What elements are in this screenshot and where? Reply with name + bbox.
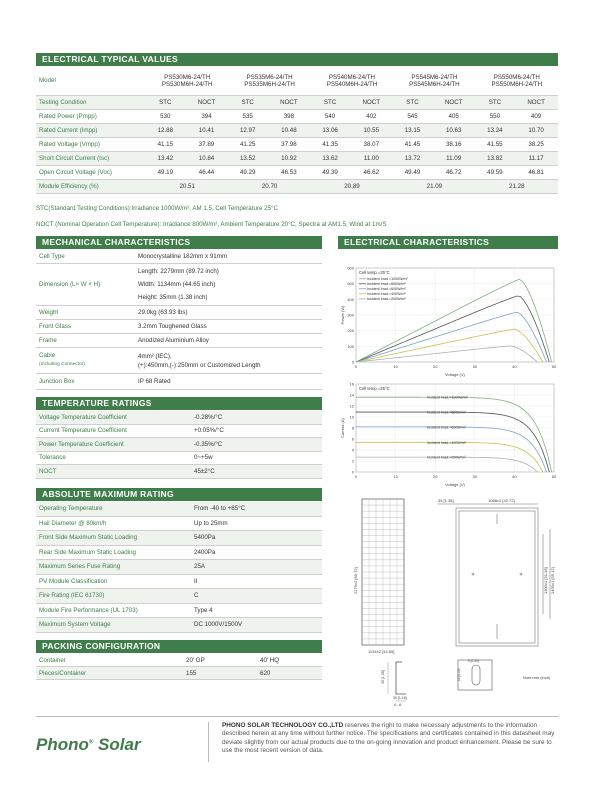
spec-label: Pieces/Container	[39, 669, 87, 677]
y-tick-label: 8	[351, 425, 354, 431]
table-row	[36, 618, 322, 633]
spec-label: Rear Side Maximum Static Loading	[39, 548, 136, 556]
table-cell: 13.24	[476, 123, 515, 137]
x-axis-label: Voltage (V)	[445, 482, 465, 487]
table-cell: 41.25	[228, 137, 267, 151]
table-cell: 13.52	[228, 151, 267, 165]
spec-label: Maximum Series Fuse Rating	[39, 563, 121, 571]
module-front-view	[362, 499, 404, 645]
table-cell: 49.19	[146, 165, 185, 179]
table-cell: 41.35	[311, 137, 350, 151]
table-row	[36, 604, 322, 619]
spec-value: 29.0kg (63.93 lbs)	[138, 309, 188, 316]
spec-value: IP 68 Rated	[138, 378, 171, 385]
model-cell: PS540M6-24/TH PS540M6H-24/TH	[311, 67, 393, 95]
spec-value: II	[194, 577, 198, 585]
packing-table	[36, 654, 322, 680]
spec-label: Power Temperature Coefficient	[39, 440, 124, 448]
table-cell: 13.42	[146, 151, 185, 165]
legend-label: Incident Irrad.=1000W/m²	[367, 277, 408, 281]
dim-right-1: 1300±1 [51.18]	[543, 567, 548, 594]
spec-label: Hail Diameter @ 80km/h	[39, 519, 107, 527]
dim-width-top: 1088±2 [42.72]	[488, 498, 515, 503]
dim-section-h: 35 [1.38]	[381, 670, 385, 684]
table-row	[36, 137, 558, 151]
spec-label: Tolerance	[39, 454, 66, 462]
table-cell: STC	[228, 95, 267, 109]
spec-value: +0.05%/°C	[194, 427, 224, 435]
legend-label: Incident Irrad.=600W/m²	[367, 287, 406, 291]
dim-section-w: 30 [1.18]	[393, 696, 407, 700]
table-cell: 535	[228, 109, 267, 123]
table-row	[36, 264, 322, 306]
table-row	[36, 546, 322, 561]
spec-label: Cell Type	[39, 253, 65, 260]
spec-value: 5400Pa	[194, 534, 216, 542]
table-cell: 10.48	[267, 123, 311, 137]
spec-label: Dimension (L× W × H)	[39, 281, 101, 288]
table-cell: 41.15	[146, 137, 185, 151]
series-label: Incident Irrad.=400W/m²	[427, 440, 466, 445]
dim-length: 2279±2 [89.72]	[353, 567, 358, 594]
spec-value: C	[194, 592, 199, 600]
y-tick-label: 4	[351, 447, 354, 453]
table-cell: 11.00	[349, 151, 393, 165]
module-dimension-drawing	[338, 494, 560, 709]
table-cell: 11.17	[514, 151, 558, 165]
power-voltage-chart	[338, 262, 560, 380]
model-cell: PS530M6-24/TH PS530M6H-24/TH	[146, 67, 228, 95]
spec-value: 3.2mm Toughened Glass	[138, 323, 207, 330]
table-row	[36, 575, 322, 590]
table-cell: 409	[514, 109, 558, 123]
spec-value: Type 4	[194, 606, 213, 614]
spec-label: Module Fire Performance (UL 1703)	[39, 606, 138, 614]
section-header-mechanical: MECHANICAL CHARACTERISTICS	[36, 236, 322, 249]
table-cell: 11.09	[432, 151, 476, 165]
x-tick-label: 0	[354, 364, 358, 369]
x-tick-label: 10	[393, 364, 398, 369]
table-row	[36, 589, 322, 604]
efficiency-cell: 20.70	[228, 179, 310, 193]
table-row	[36, 425, 322, 439]
row-label: Testing Condition	[36, 95, 146, 109]
table-cell: 13.15	[393, 123, 432, 137]
spec-value: Up to 25mm	[194, 519, 228, 527]
spec-value: 155	[186, 669, 197, 677]
phono-solar-logo: Phono® Solar	[36, 735, 141, 754]
x-tick-label: 50	[551, 474, 557, 479]
table-row	[36, 438, 322, 452]
model-cell: PS550M6-24/TH PS550M6H-24/TH	[476, 67, 558, 95]
section-header-absolute-max: ABSOLUTE MAXIMUM RATING	[36, 488, 322, 501]
table-row	[36, 320, 322, 334]
y-tick-label: 16	[349, 381, 354, 387]
y-axis-label: Power (W)	[340, 305, 345, 325]
table-cell: 13.06	[311, 123, 350, 137]
table-cell: 10.41	[185, 123, 229, 137]
x-tick-label: 40	[512, 364, 517, 369]
y-tick-label: 300	[347, 312, 354, 318]
table-cell: NOCT	[349, 95, 393, 109]
table-cell: STC	[393, 95, 432, 109]
table-cell: 46.72	[432, 165, 476, 179]
efficiency-cell: 20.89	[311, 179, 393, 193]
table-cell: 13.82	[476, 151, 515, 165]
table-row	[36, 452, 322, 466]
table-cell: 398	[267, 109, 311, 123]
hole-dim-1: 9 [0.35]	[468, 659, 479, 663]
row-label: Short Circuit Current (Isc)	[36, 151, 146, 165]
table-cell: 38.07	[349, 137, 393, 151]
section-header-temperature: TEMPERATURE RATINGS	[36, 397, 322, 410]
legend-label: Incident Irrad.=400W/m²	[367, 292, 406, 296]
table-cell: 41.45	[393, 137, 432, 151]
table-cell: 41.55	[476, 137, 515, 151]
row-label: Open Circuit Voltage (Voc)	[36, 165, 146, 179]
spec-label: Weight	[39, 309, 59, 316]
table-cell: 13.62	[311, 151, 350, 165]
absolute-max-table	[36, 502, 322, 633]
table-row	[36, 179, 558, 193]
table-row	[36, 95, 558, 109]
row-label: Rated Power (Pmpp)	[36, 109, 146, 123]
spec-label: Front Glass	[39, 323, 71, 330]
table-cell: 10.55	[349, 123, 393, 137]
table-row	[36, 502, 322, 517]
spec-value: 0~+5w	[194, 454, 213, 462]
table-row	[36, 151, 558, 165]
x-tick-label: 0	[354, 474, 358, 479]
spec-value: Monocrystalline 182mm x 91mm	[138, 253, 228, 260]
table-cell: 545	[393, 109, 432, 123]
table-cell: 38.25	[514, 137, 558, 151]
table-cell: 38.16	[432, 137, 476, 151]
spec-label: Voltage Temperature Coefficient	[39, 413, 127, 421]
table-cell: 46.81	[514, 165, 558, 179]
section-header-electrical-characteristics: ELECTRICAL CHARACTERISTICS	[338, 236, 558, 249]
table-row	[36, 667, 322, 680]
spec-label: Fire Rating (IEC 61730)	[39, 592, 105, 600]
x-tick-label: 20	[432, 364, 438, 369]
x-tick-label: 50	[551, 364, 557, 369]
table-cell: 49.49	[393, 165, 432, 179]
table-row	[36, 560, 322, 575]
table-cell: 402	[349, 109, 393, 123]
footer-vertical-divider	[208, 722, 209, 762]
y-tick-label: 200	[347, 328, 354, 334]
table-cell: 394	[185, 109, 229, 123]
y-tick-label: 0	[351, 469, 354, 475]
spec-value: -0.35%/°C	[194, 440, 223, 448]
spec-label: PV Module Classification	[39, 577, 108, 585]
table-row	[36, 306, 322, 320]
series-label: Incident Irrad.=1000W/m²	[427, 395, 468, 400]
y-tick-label: 2	[351, 458, 354, 464]
table-cell: 550	[476, 109, 515, 123]
x-tick-label: 10	[393, 474, 398, 479]
table-row	[36, 165, 558, 179]
y-axis-label: Current (A)	[340, 418, 345, 438]
efficiency-label: Module Efficiency (%)	[36, 179, 146, 193]
y-tick-label: 6	[351, 436, 354, 442]
y-tick-label: 500	[347, 281, 354, 287]
hole-dim-2: 14 [0.55]	[457, 668, 461, 681]
electrical-typical-table	[36, 67, 558, 194]
table-cell: 10.70	[514, 123, 558, 137]
table-row	[36, 250, 322, 264]
spec-label: Maximum System Voltage	[39, 621, 111, 629]
table-cell: 46.44	[185, 165, 229, 179]
table-cell: STC	[311, 95, 350, 109]
table-cell: STC	[476, 95, 515, 109]
table-cell: 10.84	[185, 151, 229, 165]
table-cell: 49.59	[476, 165, 515, 179]
spec-value: 2400Pa	[194, 548, 216, 556]
section-label: A - A	[394, 703, 402, 707]
spec-label: Cable (Including Connector)	[39, 352, 85, 367]
spec-label: Frame	[39, 337, 57, 344]
row-label: Rated Current (Impp)	[36, 123, 146, 137]
table-cell: 49.39	[311, 165, 350, 179]
efficiency-cell: 20.51	[146, 179, 228, 193]
spec-label: Junction Box	[39, 378, 75, 385]
table-row	[36, 123, 558, 137]
spec-label: Operating Temperature	[39, 505, 103, 513]
table-cell: 46.62	[349, 165, 393, 179]
table-row	[36, 67, 558, 95]
legend-label: Incident Irrad.=800W/m²	[367, 282, 406, 286]
series-label: Incident Irrad.=200W/m²	[427, 455, 466, 460]
section-header-packing: PACKING CONFIGURATION	[36, 640, 322, 653]
spec-label: NOCT	[39, 467, 57, 475]
table-cell: 37.89	[185, 137, 229, 151]
spec-value: 25A	[194, 563, 206, 571]
x-tick-label: 20	[432, 474, 438, 479]
row-label: Rated Voltage (Vmpp)	[36, 137, 146, 151]
table-cell: 10.92	[267, 151, 311, 165]
drawing-note: Note:mm (inch)	[523, 675, 551, 680]
table-cell: 405	[432, 109, 476, 123]
spec-value: -0.28%/°C	[194, 413, 223, 421]
x-tick-label: 40	[512, 474, 517, 479]
y-tick-label: 0	[351, 359, 354, 365]
table-cell: 37.98	[267, 137, 311, 151]
y-tick-label: 10	[349, 414, 354, 420]
table-row	[36, 465, 322, 479]
spec-value: Anodized Aluminium Alloy	[138, 337, 209, 344]
table-row	[36, 348, 322, 374]
model-label: Model	[36, 67, 146, 95]
table-cell: 12.97	[228, 123, 267, 137]
mounting-hole-detail	[458, 660, 492, 690]
x-axis-label: Voltage (V)	[445, 372, 465, 377]
dim-right-2: 1400±1 [55.12]	[550, 567, 555, 594]
table-cell: 530	[146, 109, 185, 123]
spec-value: From -40 to +85°C	[194, 505, 246, 513]
footer-disclaimer: PHONO SOLAR TECHNOLOGY CO.,LTD reserves the right to make necessary adjustments to the information described herein at any time without further notice. The specifications and certificates contained in this datasheet may deviate slightly from our actual products due to the on-going innovation and product enhancement. Please be sure to use the most recent version of data.	[222, 722, 555, 755]
table-row	[36, 411, 322, 425]
section-header-electrical-typical: ELECTRICAL TYPICAL VALUES	[36, 53, 558, 66]
mechanical-table	[36, 250, 322, 390]
table-row	[36, 531, 322, 546]
model-cell: PS545M6-24/TH PS545M6H-24/TH	[393, 67, 475, 95]
table-row	[36, 517, 322, 532]
dim-frame: 35 [1.38]	[438, 498, 454, 503]
spec-value: 40' HQ	[260, 656, 280, 664]
spec-label: Container	[39, 656, 66, 664]
x-tick-label: 30	[472, 474, 478, 479]
efficiency-cell: 21.28	[476, 179, 558, 193]
dim-bottom: 1134±2 [44.65]	[368, 649, 395, 654]
temperature-table	[36, 411, 322, 479]
spec-value: 620	[260, 669, 271, 677]
series-label: Incident Irrad.=600W/m²	[427, 425, 466, 430]
table-cell: 13.72	[393, 151, 432, 165]
series-label: Incident Irrad.=800W/m²	[427, 410, 466, 415]
noct-note: NOCT (Nominal Operation Cell Temperature): Irradiance 800W/m², Ambient Temperature 20°C, Spectra at AM1.5, Wind at 1m/S	[36, 221, 387, 228]
y-tick-label: 100	[347, 343, 354, 349]
table-cell: NOCT	[267, 95, 311, 109]
table-cell: NOCT	[514, 95, 558, 109]
y-tick-label: 600	[347, 265, 354, 271]
table-cell: NOCT	[432, 95, 476, 109]
table-cell: 12.88	[146, 123, 185, 137]
y-tick-label: 12	[349, 403, 354, 409]
spec-label: Front Side Maximum Static Loading	[39, 534, 138, 542]
table-cell: NOCT	[185, 95, 229, 109]
table-cell: 10.63	[432, 123, 476, 137]
model-cell: PS535M6-24/TH PS535M6H-24/TH	[228, 67, 310, 95]
y-tick-label: 400	[347, 296, 354, 302]
spec-value: 4mm² (IEC), (+):450mm,(-):250mm or Customized Length	[138, 352, 261, 369]
current-voltage-chart	[338, 378, 560, 490]
spec-label: Current Temperature Coefficient	[39, 427, 127, 435]
stc-note: STC(Standard Testing Conditions):Irradiance 1000W/m², AM 1.5, Cell Temperature 25°C	[36, 205, 278, 212]
efficiency-cell: 21.09	[393, 179, 475, 193]
module-rear-view	[438, 504, 550, 646]
spec-value: 45±2°C	[194, 467, 215, 475]
table-row	[36, 374, 322, 390]
table-cell: 540	[311, 109, 350, 123]
y-tick-label: 14	[349, 392, 354, 398]
spec-value: Length: 2279mm (89.72 inch) Width: 1134mm (44.65 inch) Height: 35mm (1.38 inch)	[138, 268, 219, 301]
table-row	[36, 334, 322, 348]
legend-label: Incident Irrad.=200W/m²	[367, 297, 406, 301]
table-cell: 49.29	[228, 165, 267, 179]
spec-value: DC 1000V/1500V	[194, 621, 243, 629]
table-cell: 46.53	[267, 165, 311, 179]
spec-value: 20' GP	[186, 656, 205, 664]
x-tick-label: 30	[472, 364, 478, 369]
table-cell: STC	[146, 95, 185, 109]
chart-annotation: Cell temp.=25°C	[359, 270, 390, 275]
footer-divider	[36, 716, 559, 717]
table-row	[36, 109, 558, 123]
chart-annotation: Cell temp.=25°C	[359, 386, 390, 391]
table-row	[36, 654, 322, 667]
